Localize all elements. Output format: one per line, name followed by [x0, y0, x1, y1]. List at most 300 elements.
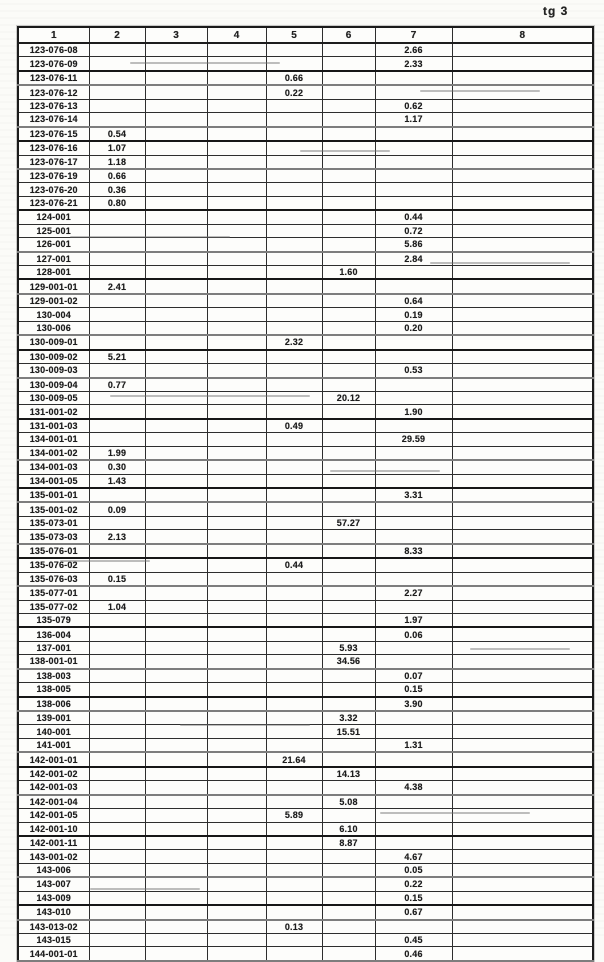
- value-cell: 0.64: [375, 294, 452, 308]
- value-cell: [145, 920, 207, 934]
- value-cell: [266, 947, 322, 961]
- value-cell: 1.17: [375, 113, 452, 127]
- value-cell: [266, 697, 322, 711]
- value-cell: [322, 446, 375, 460]
- row-id-cell: 130-004: [18, 308, 89, 321]
- value-cell: [322, 419, 375, 433]
- value-cell: [266, 767, 322, 781]
- table-row: [18, 252, 593, 266]
- value-cell: 0.44: [375, 210, 452, 224]
- value-cell: [207, 683, 266, 697]
- value-cell: [145, 335, 207, 349]
- value-cell: [145, 544, 207, 558]
- row-id-cell: 134-001-02: [18, 446, 89, 460]
- value-cell: [89, 252, 145, 266]
- value-cell: [145, 795, 207, 809]
- row-id-cell: 123-076-21: [18, 196, 89, 210]
- value-cell: [145, 210, 207, 224]
- column-header: 2: [89, 27, 145, 43]
- value-cell: [145, 238, 207, 252]
- table-row: [18, 836, 593, 850]
- value-cell: [89, 419, 145, 433]
- table-row: [18, 460, 593, 474]
- row-id-cell: 131-001-03: [18, 419, 89, 433]
- value-cell: 29.59: [375, 433, 452, 446]
- column-header: 7: [375, 27, 452, 43]
- value-cell: [322, 502, 375, 516]
- value-cell: [89, 488, 145, 502]
- value-cell: [266, 891, 322, 905]
- value-cell: [322, 294, 375, 308]
- row-id-cell: 134-001-03: [18, 460, 89, 474]
- value-cell: [266, 781, 322, 795]
- value-cell: [266, 446, 322, 460]
- value-cell: [452, 141, 593, 155]
- value-cell: [322, 85, 375, 99]
- row-id-cell: 130-009-02: [18, 350, 89, 364]
- value-cell: [207, 252, 266, 266]
- value-cell: [89, 836, 145, 850]
- value-cell: 2.66: [375, 43, 452, 57]
- value-cell: [207, 641, 266, 654]
- row-id-cell: 125-001: [18, 224, 89, 237]
- value-cell: [145, 85, 207, 99]
- value-cell: [452, 586, 593, 600]
- value-cell: [266, 836, 322, 850]
- value-cell: 5.93: [322, 641, 375, 654]
- value-cell: 1.60: [322, 266, 375, 280]
- value-cell: [207, 502, 266, 516]
- value-cell: [266, 252, 322, 266]
- value-cell: [89, 364, 145, 378]
- value-cell: [322, 947, 375, 961]
- value-cell: [375, 474, 452, 488]
- value-cell: [89, 641, 145, 654]
- table-row: [18, 795, 593, 809]
- value-cell: [322, 544, 375, 558]
- value-cell: [145, 71, 207, 85]
- value-cell: [452, 113, 593, 127]
- row-id-cell: 143-007: [18, 877, 89, 891]
- value-cell: [322, 683, 375, 697]
- table-row: [18, 308, 593, 321]
- table-row: [18, 446, 593, 460]
- value-cell: [89, 308, 145, 321]
- value-cell: [145, 113, 207, 127]
- value-cell: [452, 767, 593, 781]
- table-row: [18, 502, 593, 516]
- value-cell: [452, 224, 593, 237]
- value-cell: [452, 530, 593, 544]
- row-id-cell: 141-001: [18, 738, 89, 752]
- value-cell: [266, 530, 322, 544]
- value-cell: [452, 294, 593, 308]
- value-cell: [452, 669, 593, 683]
- value-cell: 4.67: [375, 850, 452, 863]
- value-cell: [452, 266, 593, 280]
- data-table: [17, 26, 594, 962]
- value-cell: [266, 266, 322, 280]
- table-row: [18, 863, 593, 877]
- value-cell: [207, 711, 266, 725]
- value-cell: [375, 809, 452, 822]
- row-id-cell: 142-001-01: [18, 752, 89, 766]
- value-cell: [322, 905, 375, 919]
- value-cell: [375, 572, 452, 586]
- value-cell: [375, 127, 452, 141]
- row-id-cell: 123-076-13: [18, 99, 89, 112]
- value-cell: [452, 863, 593, 877]
- value-cell: [89, 752, 145, 766]
- value-cell: 8.87: [322, 836, 375, 850]
- value-cell: [89, 725, 145, 738]
- row-id-cell: 135-077-01: [18, 586, 89, 600]
- value-cell: [452, 558, 593, 572]
- value-cell: [322, 113, 375, 127]
- value-cell: 34.56: [322, 655, 375, 669]
- value-cell: [145, 655, 207, 669]
- value-cell: [145, 502, 207, 516]
- value-cell: [207, 613, 266, 627]
- value-cell: [207, 113, 266, 127]
- table-row: [18, 335, 593, 349]
- value-cell: [266, 725, 322, 738]
- value-cell: [145, 266, 207, 280]
- row-id-cell: 135-073-01: [18, 516, 89, 529]
- value-cell: [145, 572, 207, 586]
- table-row: [18, 266, 593, 280]
- value-cell: [452, 641, 593, 654]
- value-cell: [266, 822, 322, 836]
- value-cell: [207, 822, 266, 836]
- value-cell: [375, 641, 452, 654]
- table-row: [18, 947, 593, 961]
- value-cell: [89, 850, 145, 863]
- value-cell: [322, 378, 375, 392]
- value-cell: [89, 795, 145, 809]
- value-cell: [375, 183, 452, 196]
- value-cell: [452, 752, 593, 766]
- value-cell: [452, 350, 593, 364]
- value-cell: [89, 613, 145, 627]
- row-id-cell: 123-076-09: [18, 57, 89, 71]
- value-cell: [322, 169, 375, 183]
- value-cell: [89, 781, 145, 795]
- value-cell: [452, 474, 593, 488]
- value-cell: [452, 877, 593, 891]
- row-id-cell: 135-073-03: [18, 530, 89, 544]
- value-cell: [452, 891, 593, 905]
- header-row: [18, 27, 593, 43]
- value-cell: [266, 544, 322, 558]
- value-cell: [266, 516, 322, 529]
- table-row: [18, 544, 593, 558]
- value-cell: 0.20: [375, 321, 452, 335]
- value-cell: [207, 155, 266, 169]
- value-cell: 4.38: [375, 781, 452, 795]
- value-cell: [207, 446, 266, 460]
- value-cell: [89, 558, 145, 572]
- value-cell: [266, 877, 322, 891]
- value-cell: [89, 947, 145, 961]
- table-row: [18, 781, 593, 795]
- row-id-cell: 142-001-04: [18, 795, 89, 809]
- value-cell: [452, 155, 593, 169]
- row-id-cell: 138-006: [18, 697, 89, 711]
- value-cell: [89, 711, 145, 725]
- value-cell: [266, 321, 322, 335]
- value-cell: [322, 43, 375, 57]
- value-cell: [145, 446, 207, 460]
- value-cell: 6.10: [322, 822, 375, 836]
- value-cell: [89, 113, 145, 127]
- value-cell: 0.15: [89, 572, 145, 586]
- value-cell: [207, 266, 266, 280]
- table-row: [18, 183, 593, 196]
- value-cell: [89, 920, 145, 934]
- row-id-cell: 131-001-02: [18, 405, 89, 419]
- column-header: 1: [18, 27, 89, 43]
- row-id-cell: 137-001: [18, 641, 89, 654]
- value-cell: 57.27: [322, 516, 375, 529]
- value-cell: [89, 433, 145, 446]
- column-header: 4: [207, 27, 266, 43]
- table-row: [18, 683, 593, 697]
- value-cell: [145, 669, 207, 683]
- value-cell: 0.22: [266, 85, 322, 99]
- value-cell: [322, 863, 375, 877]
- value-cell: [89, 822, 145, 836]
- value-cell: [452, 279, 593, 293]
- value-cell: [452, 544, 593, 558]
- row-id-cell: 143-009: [18, 891, 89, 905]
- value-cell: [266, 905, 322, 919]
- value-cell: [452, 210, 593, 224]
- value-cell: [322, 530, 375, 544]
- value-cell: [207, 530, 266, 544]
- value-cell: [452, 127, 593, 141]
- value-cell: [375, 530, 452, 544]
- value-cell: [452, 460, 593, 474]
- value-cell: [375, 155, 452, 169]
- value-cell: 15.51: [322, 725, 375, 738]
- value-cell: 5.89: [266, 809, 322, 822]
- value-cell: [375, 767, 452, 781]
- value-cell: [266, 294, 322, 308]
- row-id-cell: 123-076-14: [18, 113, 89, 127]
- value-cell: [375, 752, 452, 766]
- value-cell: [452, 378, 593, 392]
- value-cell: [375, 502, 452, 516]
- table-row: [18, 113, 593, 127]
- value-cell: [145, 781, 207, 795]
- value-cell: 0.72: [375, 224, 452, 237]
- value-cell: [145, 600, 207, 613]
- value-cell: [207, 294, 266, 308]
- value-cell: [452, 308, 593, 321]
- value-cell: [207, 836, 266, 850]
- value-cell: [322, 335, 375, 349]
- value-cell: [145, 350, 207, 364]
- value-cell: [89, 877, 145, 891]
- table-row: [18, 141, 593, 155]
- table-row: [18, 196, 593, 210]
- value-cell: [452, 836, 593, 850]
- value-cell: 0.66: [89, 169, 145, 183]
- value-cell: [322, 738, 375, 752]
- table-row: [18, 433, 593, 446]
- value-cell: [145, 905, 207, 919]
- table-row: [18, 224, 593, 237]
- value-cell: [375, 920, 452, 934]
- value-cell: [375, 446, 452, 460]
- table-row: [18, 210, 593, 224]
- value-cell: [207, 474, 266, 488]
- value-cell: [145, 809, 207, 822]
- value-cell: [452, 809, 593, 822]
- table-row: [18, 641, 593, 654]
- table-row: [18, 669, 593, 683]
- value-cell: [207, 405, 266, 419]
- value-cell: [375, 335, 452, 349]
- row-id-cell: 142-001-05: [18, 809, 89, 822]
- value-cell: [207, 308, 266, 321]
- value-cell: [145, 183, 207, 196]
- value-cell: 0.15: [375, 891, 452, 905]
- table-row: [18, 558, 593, 572]
- table-row: [18, 57, 593, 71]
- value-cell: [89, 655, 145, 669]
- table-row: [18, 294, 593, 308]
- row-id-cell: 134-001-01: [18, 433, 89, 446]
- row-id-cell: 142-001-03: [18, 781, 89, 795]
- value-cell: [452, 502, 593, 516]
- value-cell: [89, 335, 145, 349]
- value-cell: [89, 767, 145, 781]
- row-id-cell: 129-001-02: [18, 294, 89, 308]
- table-row: [18, 655, 593, 669]
- table-row: [18, 516, 593, 529]
- value-cell: [322, 224, 375, 237]
- value-cell: 0.62: [375, 99, 452, 112]
- table-row: [18, 474, 593, 488]
- value-cell: [145, 155, 207, 169]
- value-cell: [145, 57, 207, 71]
- row-id-cell: 135-077-02: [18, 600, 89, 613]
- value-cell: [266, 308, 322, 321]
- value-cell: [266, 183, 322, 196]
- value-cell: [89, 405, 145, 419]
- value-cell: [266, 795, 322, 809]
- value-cell: [266, 641, 322, 654]
- row-id-cell: 123-076-20: [18, 183, 89, 196]
- table-row: [18, 238, 593, 252]
- value-cell: [452, 600, 593, 613]
- value-cell: 14.13: [322, 767, 375, 781]
- value-cell: [452, 697, 593, 711]
- value-cell: [452, 43, 593, 57]
- value-cell: [207, 364, 266, 378]
- value-cell: 0.49: [266, 419, 322, 433]
- value-cell: [89, 43, 145, 57]
- value-cell: [322, 210, 375, 224]
- table-row: [18, 809, 593, 822]
- value-cell: [452, 169, 593, 183]
- value-cell: [207, 43, 266, 57]
- value-cell: [375, 85, 452, 99]
- value-cell: 8.33: [375, 544, 452, 558]
- value-cell: [207, 544, 266, 558]
- value-cell: [322, 809, 375, 822]
- value-cell: [452, 71, 593, 85]
- value-cell: [375, 350, 452, 364]
- value-cell: [266, 57, 322, 71]
- value-cell: [322, 586, 375, 600]
- value-cell: 0.46: [375, 947, 452, 961]
- value-cell: [266, 113, 322, 127]
- value-cell: [266, 627, 322, 641]
- table-row: [18, 378, 593, 392]
- value-cell: [266, 613, 322, 627]
- value-cell: [145, 627, 207, 641]
- value-cell: [207, 767, 266, 781]
- value-cell: [452, 947, 593, 961]
- value-cell: [375, 725, 452, 738]
- value-cell: [89, 85, 145, 99]
- value-cell: [266, 196, 322, 210]
- value-cell: 2.33: [375, 57, 452, 71]
- value-cell: [145, 196, 207, 210]
- value-cell: 0.45: [375, 934, 452, 947]
- value-cell: [266, 460, 322, 474]
- value-cell: [452, 183, 593, 196]
- value-cell: [452, 725, 593, 738]
- row-id-cell: 130-009-05: [18, 391, 89, 404]
- value-cell: [145, 419, 207, 433]
- value-cell: [89, 905, 145, 919]
- table-row: [18, 279, 593, 293]
- value-cell: [207, 433, 266, 446]
- value-cell: [145, 613, 207, 627]
- value-cell: [145, 308, 207, 321]
- value-cell: 2.41: [89, 279, 145, 293]
- table-row: [18, 725, 593, 738]
- row-id-cell: 135-076-02: [18, 558, 89, 572]
- value-cell: [452, 57, 593, 71]
- value-cell: [145, 391, 207, 404]
- value-cell: [207, 725, 266, 738]
- value-cell: 0.22: [375, 877, 452, 891]
- value-cell: [322, 308, 375, 321]
- value-cell: [207, 488, 266, 502]
- table-row: [18, 169, 593, 183]
- value-cell: 1.90: [375, 405, 452, 419]
- value-cell: [207, 697, 266, 711]
- value-cell: [207, 809, 266, 822]
- value-cell: [145, 378, 207, 392]
- value-cell: [266, 364, 322, 378]
- value-cell: [266, 433, 322, 446]
- value-cell: [207, 558, 266, 572]
- value-cell: [145, 822, 207, 836]
- column-header: 5: [266, 27, 322, 43]
- value-cell: [207, 378, 266, 392]
- value-cell: [145, 141, 207, 155]
- value-cell: [207, 279, 266, 293]
- value-cell: [452, 572, 593, 586]
- value-cell: [452, 446, 593, 460]
- value-cell: 2.27: [375, 586, 452, 600]
